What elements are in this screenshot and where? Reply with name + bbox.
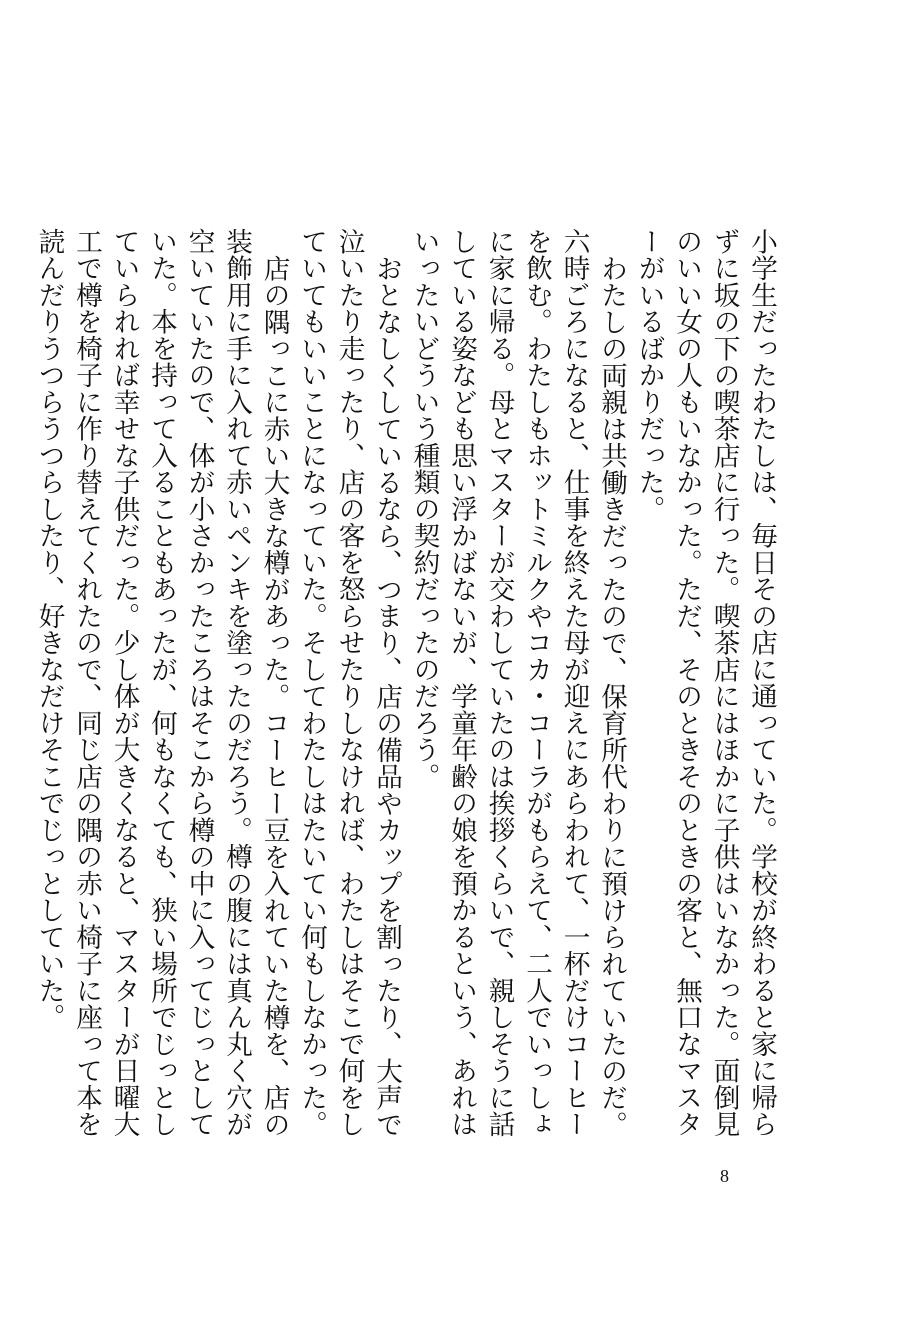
vertical-text-body: [30, 228, 780, 1138]
paragraph-4: 店の隅っこに赤い大きな樽があった。コーヒー豆を入れていた樽を、店の装飾用に手に入れて赤いペンキを塗ったのだろう。樽の腹には真ん丸く穴が空いていたので、体が小さかったころはそこから樽の中に入ってじっとしていた。本を持って入ることもあったが、何もなくても、狭い場所でじっとしていられれば幸せな子供だった。少し体が大きくなると、マスターが日曜大工で樽を椅子に作り替えてくれたので、同じ店の隅の赤い椅子に座って本を読んだりうつらうつらしたり、好きなだけそこでじっとしていた。: [33, 228, 290, 1138]
page-number: 8: [720, 1166, 729, 1186]
paragraph-3: おとなしくしているなら、つまり、店の備品やカップを割ったり、大声で泣いたり走ったり、店の客を怒らせたりしなければ、わたしはそこで何をしていてもいいことになっていた。そしてわたしはたいてい何もしなかった。: [296, 228, 402, 1138]
paragraph-1: 小学生だったわたしは、毎日その店に通っていた。学校が終わると家に帰らずに坂の下の喫茶店に行った。喫茶店にはほかに子供はいなかった。面倒見のいい女の人もいなかった。ただ、そのときそのときの客と、無口なマスターがいるばかりだった。: [633, 228, 777, 1138]
paragraph-2: わたしの両親は共働きだったので、保育所代わりに預けられていたのだ。六時ごろになると、仕事を終えた母が迎えにあらわれて、一杯だけコーヒーを飲む。わたしもホットミルクやコカ・コーラがもらえて、二人でいっしょに家に帰る。母とマスターが交わしていたのは挨拶くらいで、親しそうに話している姿なども思い浮かばないが、学童年齢の娘を預かるという、あれはいったいどういう種類の契約だったのだろう。: [408, 228, 627, 1138]
